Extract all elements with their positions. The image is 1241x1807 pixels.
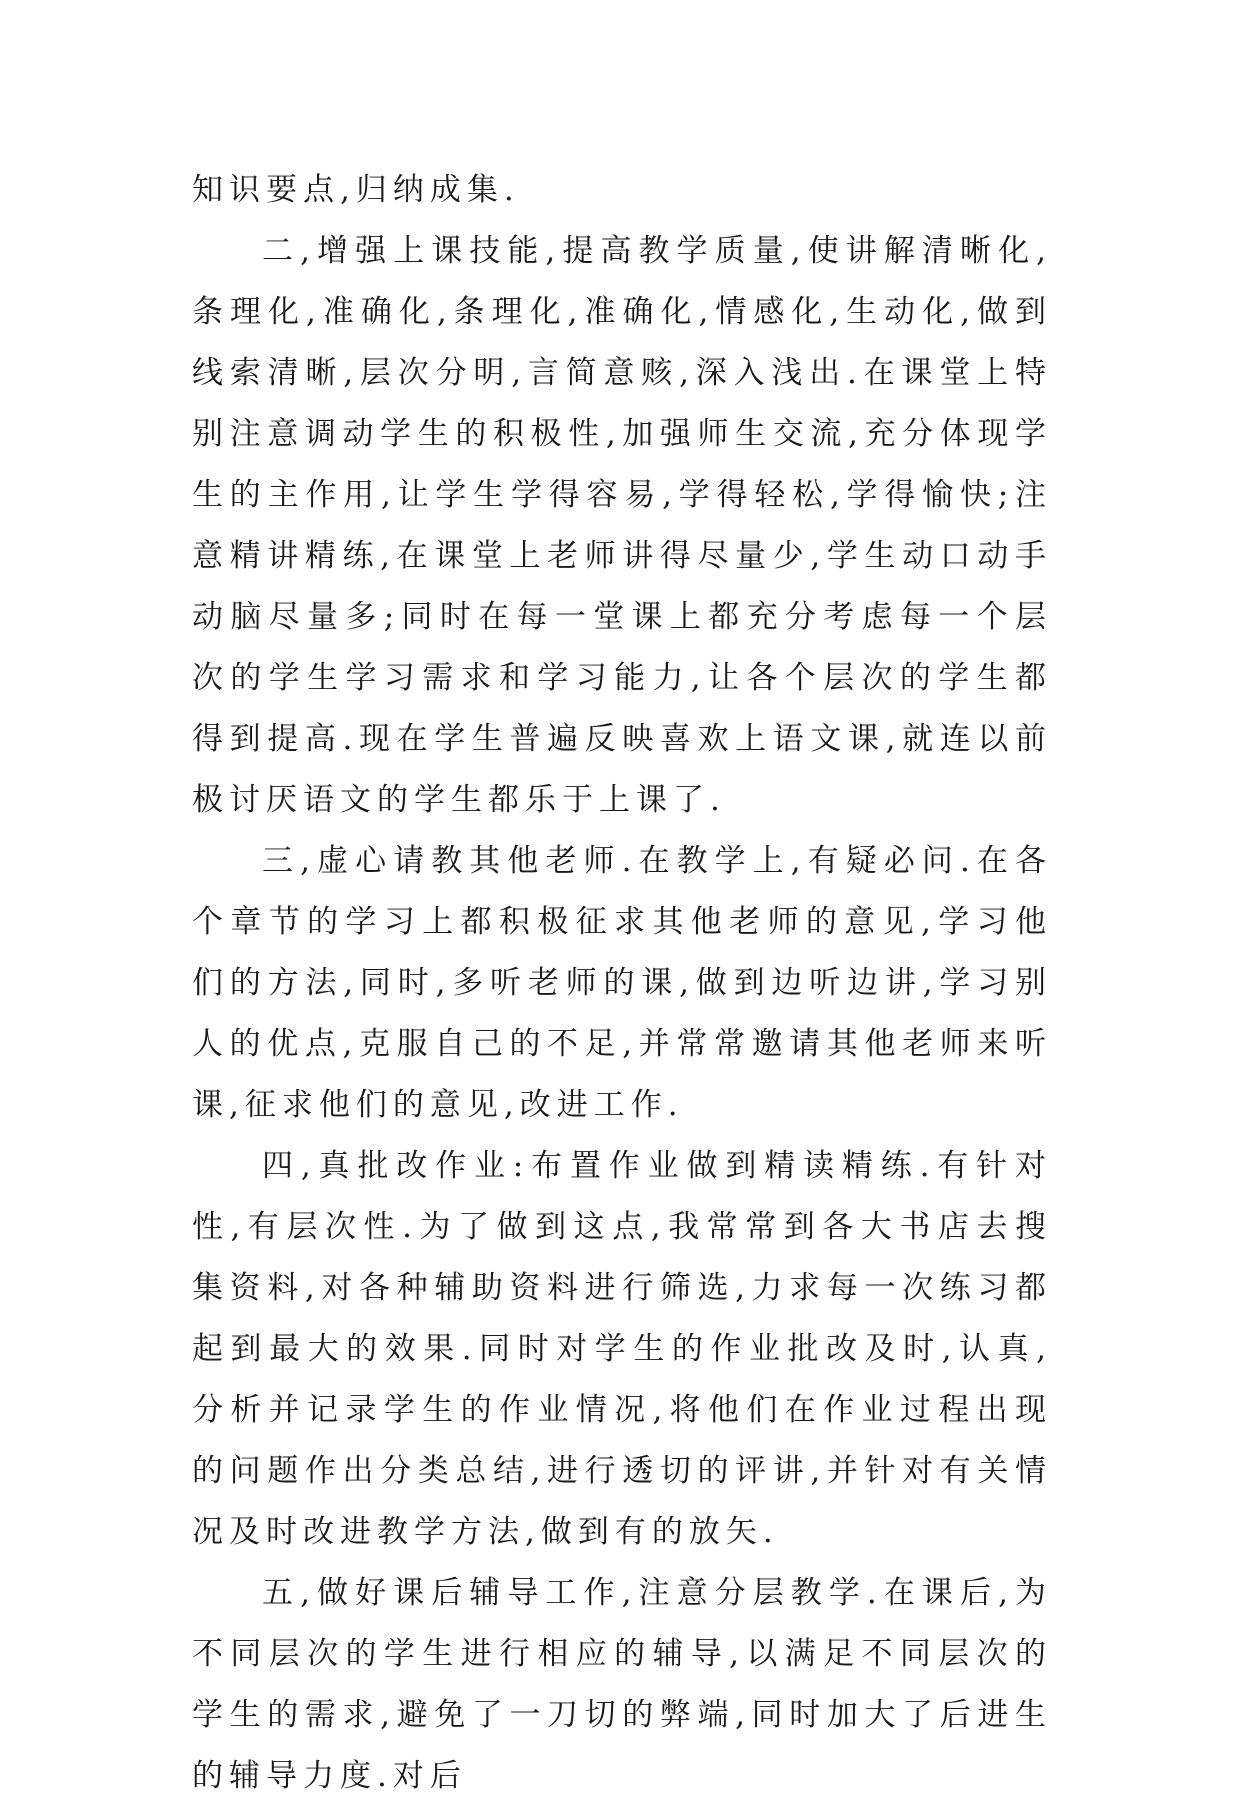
paragraph-knowledge-summary: 知识要点,归纳成集. — [192, 172, 520, 208]
document-body — [192, 160, 1052, 1807]
paragraph-consult-teachers: 三,虚心请教其他老师.在教学上,有疑必问.在各个章节的学习上都积极征求其他老师的意见,学习他们的方法,同时,多听老师的课,做到边听边讲,学习别人的优点,克服自己的不足,并常常邀请其他老师来听课,征求他们的意见,改进工作. — [192, 843, 1052, 1123]
paragraph-homework-correction: 四,真批改作业:布置作业做到精读精练.有针对性,有层次性.为了做到这点,我常常到各大书店去搜集资料,对各种辅助资料进行筛选,力求每一次练习都起到最大的效果.同时对学生的作业批改及时,认真,分析并记录学生的作业情况,将他们在作业过程出现的问题作出分类总结,进行透切的评讲,并针对有关情况及时改进教学方法,做到有的放矢. — [192, 1148, 1052, 1550]
paragraph-lecture-skills: 二,增强上课技能,提高教学质量,使讲解清晰化,条理化,准确化,条理化,准确化,情感化,生动化,做到线索清晰,层次分明,言简意赅,深入浅出.在课堂上特别注意调动学生的积极性,加强师生交流,充分体现学生的主作用,让学生学得容易,学得轻松,学得愉快;注意精讲精练,在课堂上老师讲得尽量少,学生动口动手动脑尽量多;同时在每一堂课上都充分考虑每一个层次的学生学习需求和学习能力,让各个层次的学生都得到提高.现在学生普遍反映喜欢上语文课,就连以前极讨厌语文的学生都乐于上课了. — [192, 233, 1052, 818]
paragraph-after-class-tutoring: 五,做好课后辅导工作,注意分层教学.在课后,为不同层次的学生进行相应的辅导,以满足不同层次的学生的需求,避免了一刀切的弊端,同时加大了后进生的辅导力度.对后 — [192, 1575, 1052, 1794]
